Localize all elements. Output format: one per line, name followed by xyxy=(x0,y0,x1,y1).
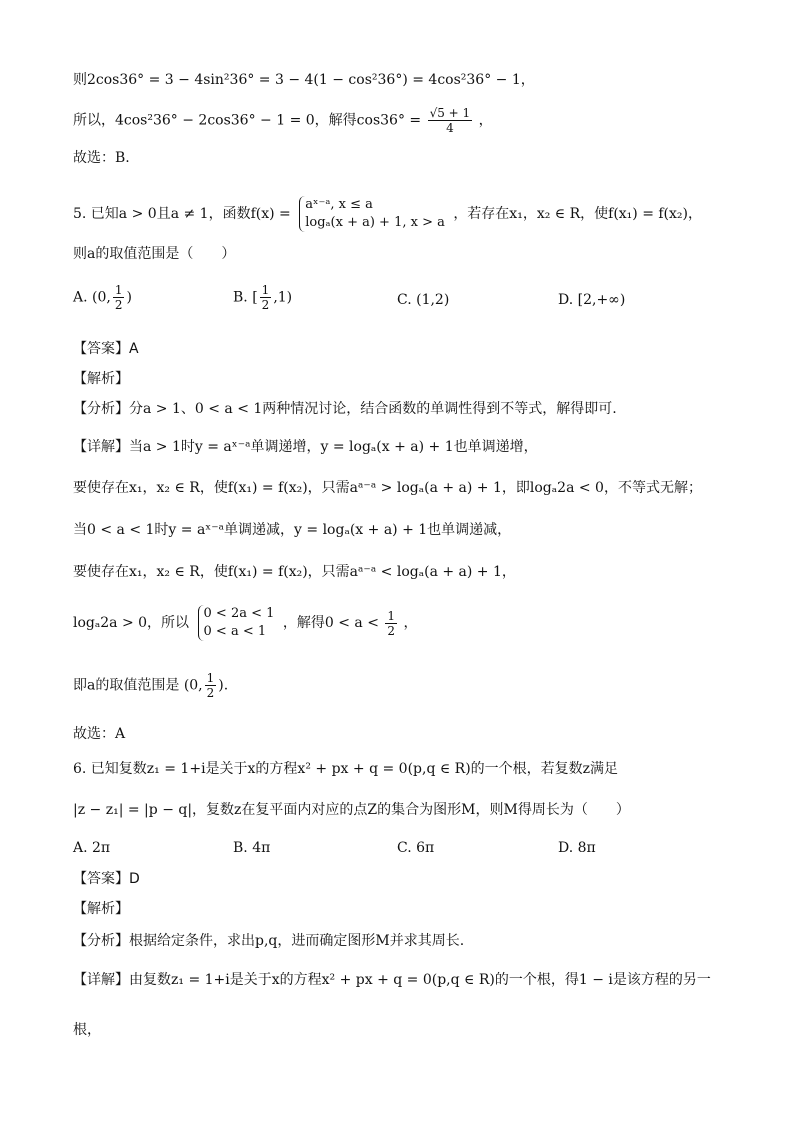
text-segment: ，若存在x₁，x₂ ∈ R，使f(x₁) = f(x₂)， xyxy=(453,206,702,222)
fraction-numerator: 1 xyxy=(261,283,270,297)
fraction-numerator: 1 xyxy=(387,608,396,623)
text-line: 要使存在x₁，x₂ ∈ R，使f(x₁) = f(x₂)，只需aᵃ⁻ᵃ > logₐ(a + a) + 1，即logₐ2a < 0，不等式无解； xyxy=(73,480,702,496)
text-line xyxy=(73,671,228,700)
fraction xyxy=(260,283,272,312)
question-6-stem: 6. 已知复数z₁ = 1+i是关于x的方程x² + px + q = 0(p,q ∈ R)的一个根，若复数z满足 xyxy=(73,761,619,777)
fraction-denominator: 2 xyxy=(206,686,215,700)
text-segment: ， xyxy=(478,112,493,129)
text-line: 故选：B. xyxy=(73,150,130,166)
analysis-heading: 【解析】 xyxy=(73,901,129,917)
q5-option-b xyxy=(233,283,292,312)
fraction-numerator: √5 + 1 xyxy=(429,106,471,120)
q6-option-c: C. 6π xyxy=(397,840,435,856)
system-case: 0 < 2a < 1 xyxy=(203,606,275,621)
system-case: 0 < a < 1 xyxy=(203,624,267,639)
option-text: ) xyxy=(126,289,132,306)
fraction xyxy=(205,671,217,700)
text-line: 则a的取值范围是（ ） xyxy=(73,246,236,262)
question-5-stem xyxy=(73,196,702,232)
q6-option-d: D. 8π xyxy=(558,840,596,856)
text-line: 故选：A xyxy=(73,726,126,742)
option-label: A. xyxy=(73,289,88,306)
option-text: ,1) xyxy=(273,289,293,306)
piecewise-function xyxy=(299,196,445,232)
text-line: 【分析】分a > 1、0 < a < 1两种情况讨论，结合函数的单调性得到不等式，解得即可. xyxy=(73,401,617,417)
q5-option-d: D. [2,+∞) xyxy=(558,292,626,308)
analysis-heading: 【解析】 xyxy=(73,371,129,387)
text-line xyxy=(73,605,417,641)
text-line: 要使存在x₁，x₂ ∈ R，使f(x₁) = f(x₂)，只需aᵃ⁻ᵃ < logₐ(a + a) + 1， xyxy=(73,564,516,580)
text-line: 根， xyxy=(73,1022,101,1038)
option-text: (0, xyxy=(92,289,111,306)
answer-label: 【答案】A xyxy=(73,341,139,357)
fraction xyxy=(113,283,125,312)
text-line xyxy=(73,106,493,135)
piecewise-case: logₐ(x + a) + 1, x > a xyxy=(305,215,445,230)
text-line: 【详解】当a > 1时y = aˣ⁻ᵃ单调递增，y = logₐ(x + a) + 1也单调递增， xyxy=(73,439,538,455)
fraction-denominator: 4 xyxy=(446,121,454,135)
text-line: 则2cos36° = 3 − 4sin²36° = 3 − 4(1 − cos²36°) = 4cos²36° − 1， xyxy=(73,72,535,88)
text-segment: 所以，4cos²36° − 2cos36° − 1 = 0，解得cos36° = xyxy=(73,112,422,129)
text-line: 当0 < a < 1时y = aˣ⁻ᵃ单调递减，y = logₐ(x + a) + 1也单调递减， xyxy=(73,522,512,538)
text-line: 【分析】根据给定条件，求出p,q，进而确定图形M并求其周长. xyxy=(73,933,465,949)
text-segment: 即a的取值范围是 xyxy=(73,677,180,694)
q6-option-a: A. 2π xyxy=(73,840,111,856)
text-segment: 5. 已知a > 0且a ≠ 1，函数f(x) = xyxy=(73,206,291,222)
answer-label: 【答案】D xyxy=(73,871,140,887)
fraction-numerator: 1 xyxy=(206,671,215,685)
fraction-denominator: 2 xyxy=(261,298,270,312)
fraction xyxy=(385,609,397,638)
q5-option-c: C. (1,2) xyxy=(397,292,450,308)
q5-option-a xyxy=(73,283,132,312)
q6-option-b: B. 4π xyxy=(233,840,271,856)
option-label: B. xyxy=(233,289,248,306)
fraction-numerator: 1 xyxy=(114,283,123,297)
text-segment: logₐ2a > 0，所以 xyxy=(73,615,190,631)
text-line: |z − z₁| = |p − q|，复数z在复平面内对应的点Z的集合为图形M，则M得周长为（ ） xyxy=(73,802,630,818)
text-segment: (0, xyxy=(183,677,203,694)
text-segment: ，解得0 < a < xyxy=(282,615,379,631)
fraction xyxy=(428,106,473,135)
piecewise-case: aˣ⁻ᵃ, x ≤ a xyxy=(305,197,373,212)
text-line: 【详解】由复数z₁ = 1+i是关于x的方程x² + px + q = 0(p,q ∈ R)的一个根，得1 − i是该方程的另一 xyxy=(73,972,711,988)
fraction-denominator: 2 xyxy=(387,623,396,638)
inequality-system xyxy=(198,605,275,641)
fraction-denominator: 2 xyxy=(114,298,123,312)
text-segment: ). xyxy=(218,677,229,694)
option-text: [ xyxy=(252,289,258,306)
text-segment: ， xyxy=(403,615,418,631)
